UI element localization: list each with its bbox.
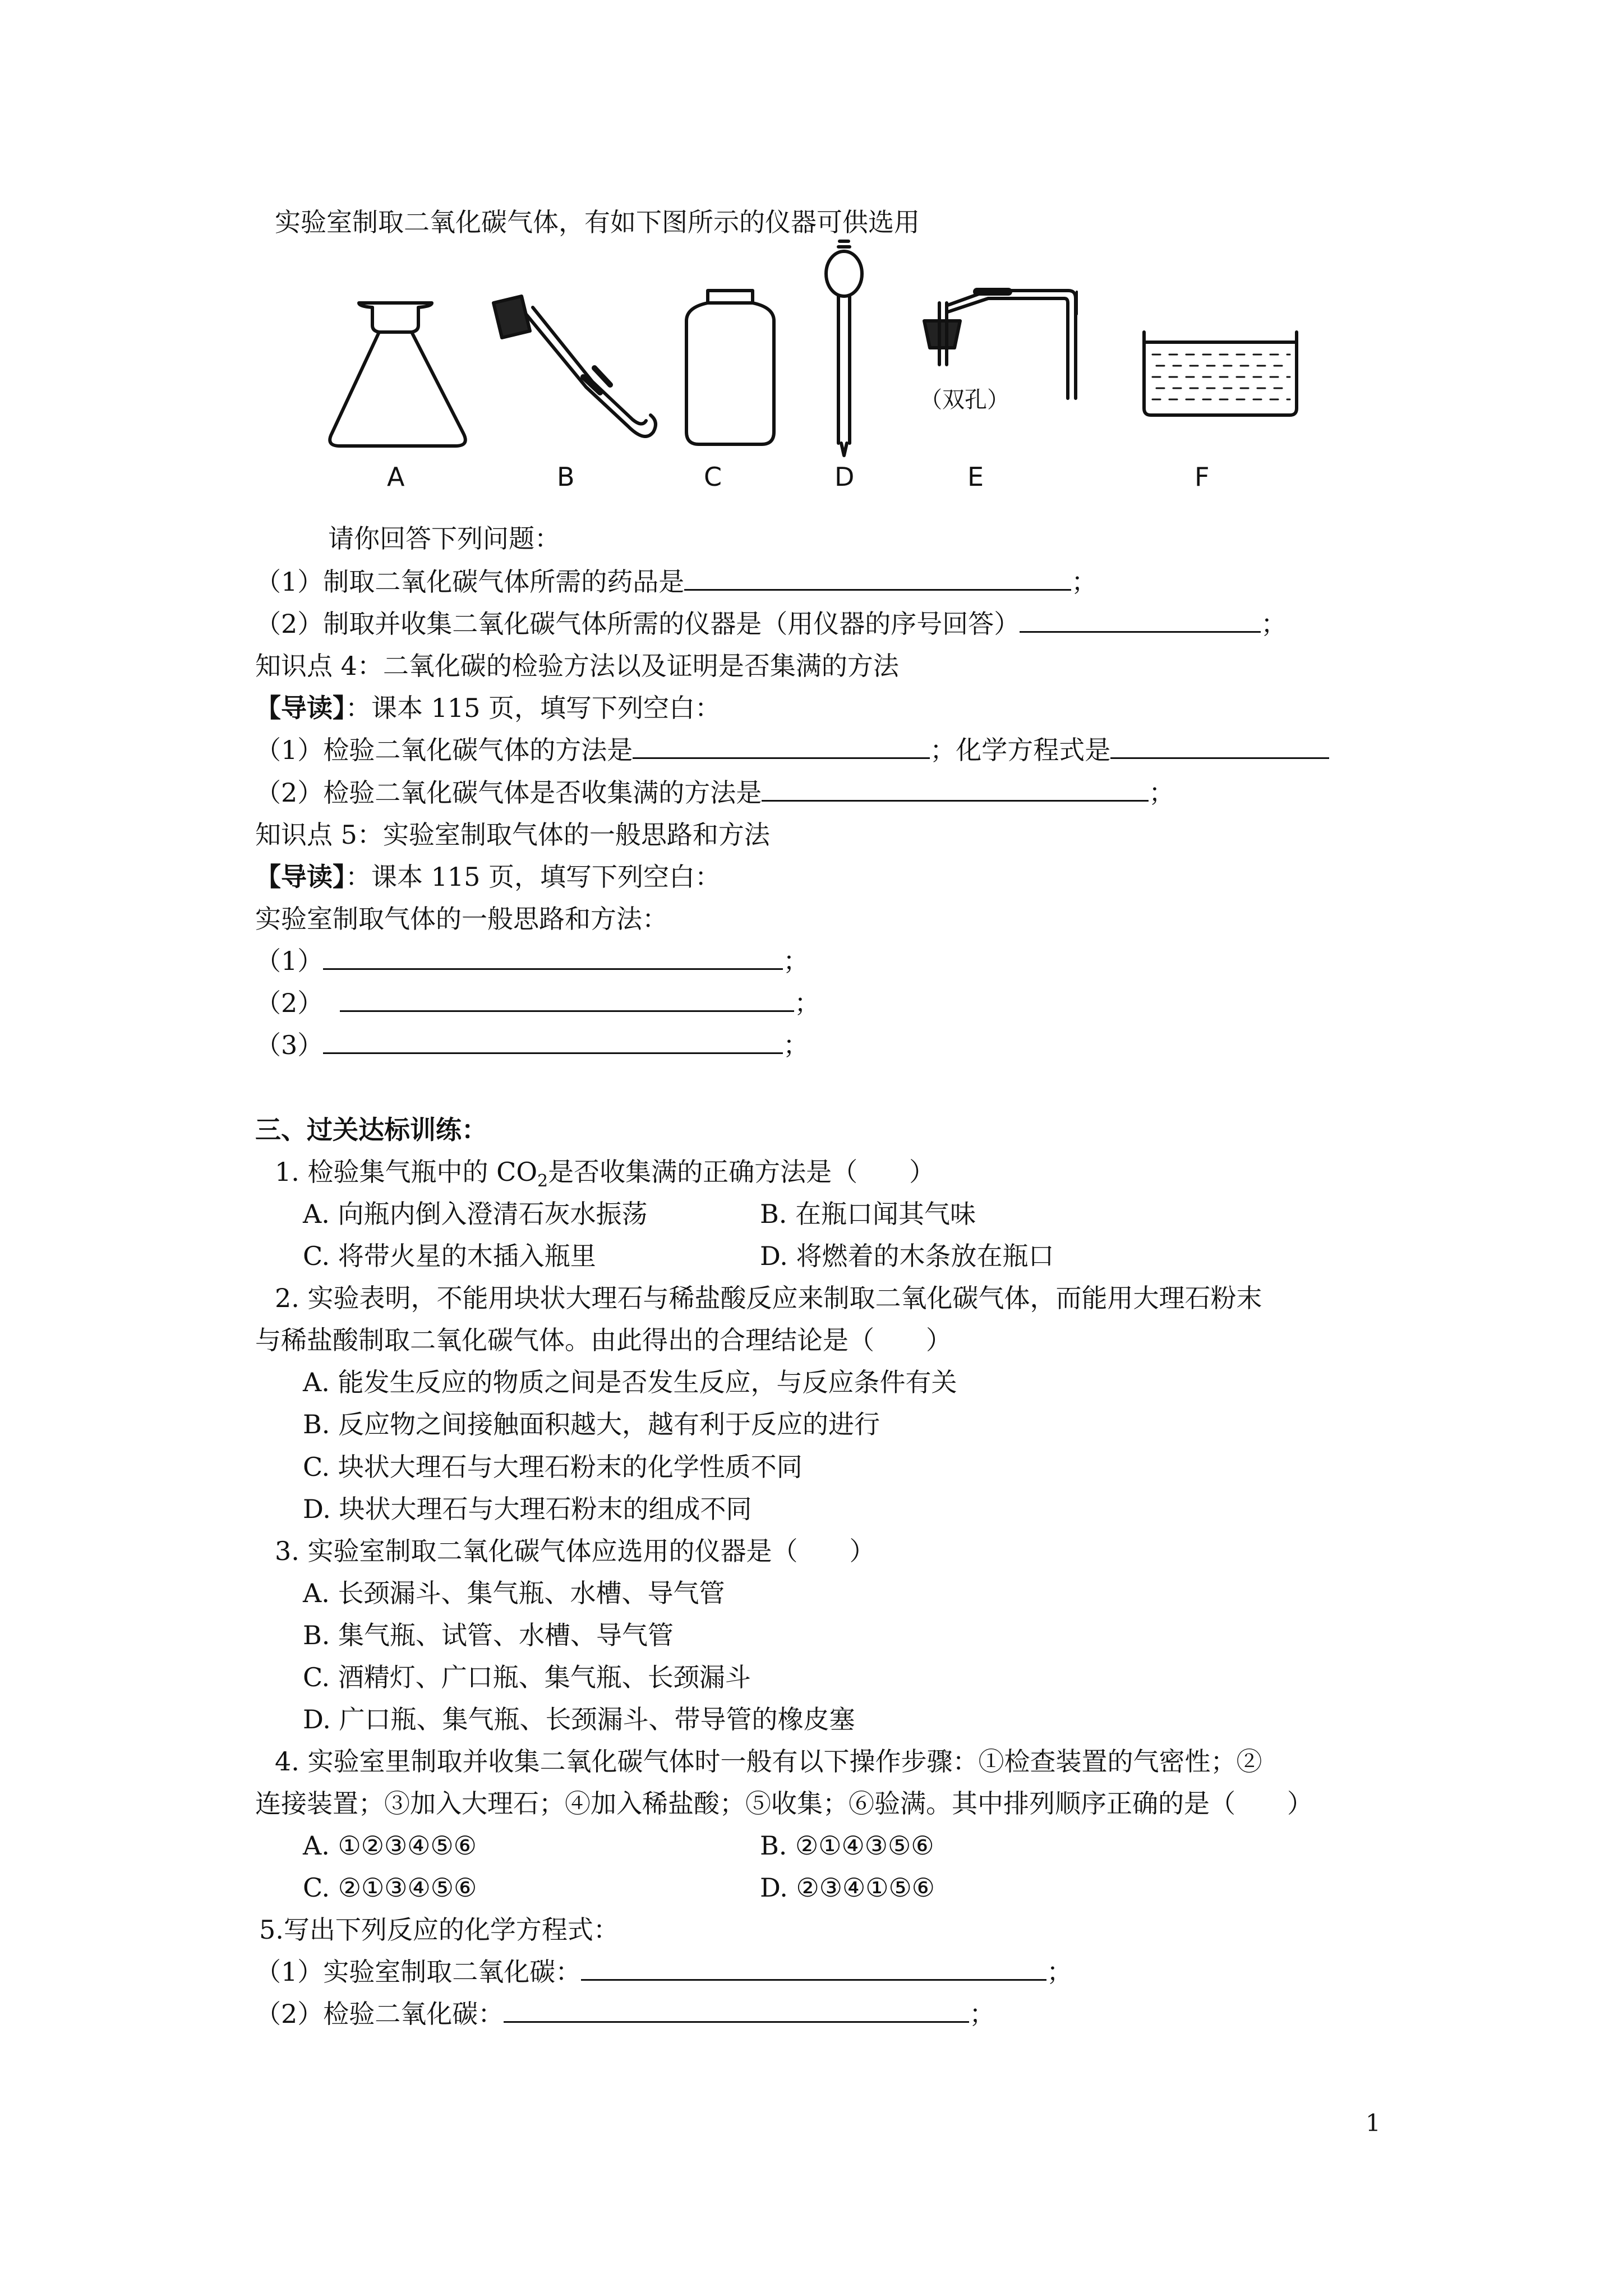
q1-drugs: （1）制取二氧化碳气体所需的药品是 ； [255, 567, 1098, 597]
mc-q2-option-d[interactable]: D. 块状大理石与大理石粉末的组成不同 [303, 1494, 752, 1524]
mc-q1-option-d[interactable]: D. 将燃着的木条放在瓶口 [760, 1241, 1054, 1271]
answer-blank[interactable] [1020, 609, 1261, 633]
mc-q4-option-c[interactable]: C. ②①③④⑤⑥ [303, 1872, 477, 1903]
water-trough-icon [1144, 332, 1297, 415]
kp5-item-1: （1） ； [255, 946, 809, 976]
section3-heading: 三、过关达标训练： [255, 1115, 487, 1145]
figure-label-e: E [967, 462, 984, 492]
kp5-item-2: （2） ； [255, 988, 820, 1018]
mc-q4-stem-1: 4. 实验室里制取并收集二氧化碳气体时一般有以下操作步骤：①检查装置的气密性；② [275, 1746, 1262, 1777]
answer-blank[interactable] [323, 946, 783, 970]
answer-blank[interactable] [323, 1030, 783, 1054]
mc-q3-option-a[interactable]: A. 长颈漏斗、集气瓶、水槽、导气管 [303, 1578, 725, 1608]
mc-q2-option-b[interactable]: B. 反应物之间接触面积越大，越有利于反应的进行 [303, 1409, 880, 1439]
mc-q2-option-a[interactable]: A. 能发生反应的物质之间是否发生反应，与反应条件有关 [303, 1367, 957, 1397]
gas-jar-icon [686, 291, 774, 444]
mc-q1-option-b[interactable]: B. 在瓶口闻其气味 [760, 1199, 976, 1229]
mc-q3-stem: 3. 实验室制取二氧化碳气体应选用的仪器是（ ） [275, 1536, 875, 1566]
q5-heading: 5.写出下列反应的化学方程式： [259, 1915, 619, 1945]
funnel-icon [826, 241, 862, 455]
kp5-heading: 知识点 5：实验室制取气体的一般思路和方法 [255, 820, 770, 850]
kp4-guide: 【导读】：课本 115 页，填写下列空白： [255, 693, 721, 723]
q1-apparatus: （2）制取并收集二氧化碳气体所需的仪器是（用仪器的序号回答） ； [255, 609, 1287, 639]
mc-q1-option-a[interactable]: A. 向瓶内倒入澄清石灰水振荡 [303, 1199, 648, 1229]
answer-blank[interactable] [762, 777, 1149, 802]
kp5-item-3: （3） ； [255, 1030, 809, 1060]
prompt: 请你回答下列问题： [328, 523, 560, 554]
mc-q4-option-a[interactable]: A. ①②③④⑤⑥ [303, 1830, 477, 1861]
answer-blank[interactable] [633, 735, 930, 759]
mc-q1-option-c[interactable]: C. 将带火星的木插入瓶里 [303, 1241, 596, 1271]
mc-q1-stem: 1. 检验集气瓶中的 $CO_2$是否收集满的正确方法是（ ） [275, 1157, 935, 1191]
mc-q2-stem-1: 2. 实验表明，不能用块状大理石与稀盐酸反应来制取二氧化碳气体，而能用大理石粉末 [275, 1283, 1262, 1313]
figure-label-b: B [557, 462, 575, 492]
mc-q3-option-c[interactable]: C. 酒精灯、广口瓶、集气瓶、长颈漏斗 [303, 1662, 751, 1692]
q5-item-2: （2）检验二氧化碳： ； [255, 1999, 995, 2029]
figure-label-c: C [704, 462, 722, 492]
kp4-q1: （1）检验二氧化碳气体的方法是 ；化学方程式是 [255, 733, 1329, 767]
answer-blank[interactable] [684, 567, 1071, 591]
conical-flask-icon [330, 303, 465, 446]
answer-blank[interactable] [1110, 735, 1329, 759]
figure-label-d: D [834, 462, 855, 492]
answer-blank[interactable] [581, 1957, 1046, 1981]
mc-q4-stem-2: 连接装置；③加入大理石；④加入稀盐酸；⑤收集；⑥验满。其中排列顺序正确的是（ ） [255, 1788, 1313, 1819]
mc-q4-option-d[interactable]: D. ②③④①⑤⑥ [760, 1872, 935, 1903]
two-hole-stopper-icon [924, 291, 1077, 398]
stopper-tube-icon [494, 296, 656, 436]
figure-label-a: A [387, 462, 405, 492]
page-number: 1 [1366, 2109, 1381, 2137]
answer-blank[interactable] [340, 988, 794, 1012]
e-note: （双孔） [920, 387, 1009, 413]
apparatus-figure [0, 0, 1623, 505]
figure-label-f: F [1195, 462, 1210, 492]
mc-q4-option-b[interactable]: B. ②①④③⑤⑥ [760, 1830, 934, 1861]
mc-q2-option-c[interactable]: C. 块状大理石与大理石粉末的化学性质不同 [303, 1452, 803, 1482]
mc-q3-option-b[interactable]: B. 集气瓶、试管、水槽、导气管 [303, 1620, 674, 1650]
intro-text: 实验室制取二氧化碳气体，有如下图所示的仪器可供选用 [275, 207, 920, 237]
mc-q3-option-d[interactable]: D. 广口瓶、集气瓶、长颈漏斗、带导管的橡皮塞 [303, 1704, 855, 1734]
kp5-guide: 【导读】：课本 115 页，填写下列空白： [255, 862, 721, 892]
mc-q2-stem-2: 与稀盐酸制取二氧化碳气体。由此得出的合理结论是（ ） [255, 1325, 952, 1355]
kp4-heading: 知识点 4：二氧化碳的检验方法以及证明是否集满的方法 [255, 651, 899, 681]
kp4-q2: （2）检验二氧化碳气体是否收集满的方法是 ； [255, 777, 1175, 808]
kp5-lead: 实验室制取气体的一般思路和方法： [255, 904, 668, 934]
q5-item-1: （1）实验室制取二氧化碳： ； [255, 1957, 1073, 1987]
answer-blank[interactable] [504, 1999, 969, 2023]
